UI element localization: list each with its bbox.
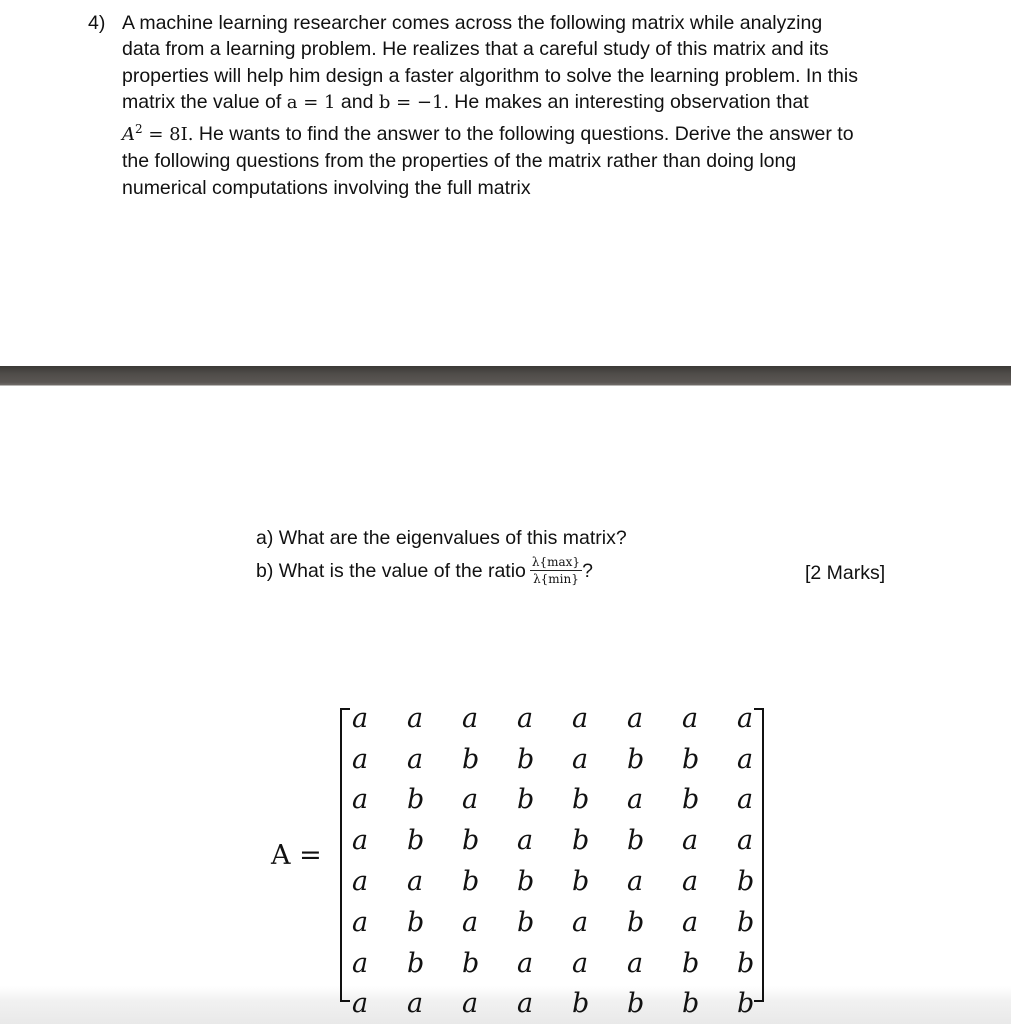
matrix-cell: b bbox=[407, 906, 425, 938]
matrix-cell: a bbox=[352, 702, 369, 734]
matrix-cell: b bbox=[627, 825, 645, 857]
matrix-cell: a bbox=[572, 947, 589, 979]
matrix-cell: b bbox=[462, 866, 480, 898]
fraction-denominator: λ{min} bbox=[533, 572, 579, 586]
matrix-cell: a bbox=[462, 784, 479, 816]
matrix-cell: b bbox=[462, 825, 480, 857]
matrix-cell: a bbox=[407, 702, 424, 734]
document-page-top bbox=[0, 0, 1011, 366]
b-value-equation: b = −1 bbox=[378, 91, 444, 113]
matrix-cell: b bbox=[517, 743, 535, 775]
question-line-observation: $A^2 = 8I$. He wants to find the answer to the following questions. Derive the answer to bbox=[122, 122, 854, 146]
question-line: numerical computations involving the full matrix bbox=[122, 176, 531, 199]
matrix-cell: a bbox=[682, 906, 699, 938]
matrix-cell: b bbox=[462, 743, 480, 775]
matrix-cell: a bbox=[517, 702, 534, 734]
sub-question-a: a) What are the eigenvalues of this matrix? bbox=[256, 527, 627, 549]
page-divider bbox=[0, 366, 1011, 386]
matrix-cell: b bbox=[682, 784, 700, 816]
sub-question-b: b) What is the value of the ratio $\frac{\lambda\{\max\}}{\lambda\{\min\}}$ ? bbox=[256, 555, 593, 586]
matrix-cell: a bbox=[407, 866, 424, 898]
matrix-cell: b bbox=[572, 825, 590, 857]
question-number: 4) bbox=[88, 12, 106, 34]
matrix-cell: a bbox=[572, 702, 589, 734]
matrix-cell: b bbox=[517, 906, 535, 938]
document-page-bottom bbox=[0, 386, 1011, 1024]
matrix-A bbox=[338, 702, 768, 1020]
matrix-cell: a bbox=[737, 825, 754, 857]
matrix-cell: a bbox=[682, 702, 699, 734]
matrix-cell: b bbox=[737, 866, 755, 898]
matrix-cell: a bbox=[352, 947, 369, 979]
matrix-cell: b bbox=[572, 988, 590, 1020]
matrix-cell: a bbox=[407, 743, 424, 775]
matrix-cell: b bbox=[407, 784, 425, 816]
matrix-cell: a bbox=[627, 784, 644, 816]
marks-label: [2 Marks] bbox=[805, 562, 886, 584]
matrix-cell: a bbox=[352, 906, 369, 938]
matrix-cell: a bbox=[627, 702, 644, 734]
matrix-cell: b bbox=[627, 906, 645, 938]
matrix-cell: a bbox=[517, 988, 534, 1020]
matrix-cell: a bbox=[462, 988, 479, 1020]
matrix-cell: a bbox=[462, 702, 479, 734]
matrix-cell: b bbox=[682, 743, 700, 775]
matrix-cell: a bbox=[627, 947, 644, 979]
matrix-cell: a bbox=[627, 866, 644, 898]
matrix-cell: b bbox=[572, 784, 590, 816]
question-line: A machine learning researcher comes across the following matrix while analyzing bbox=[122, 12, 823, 34]
matrix-cell: a bbox=[462, 906, 479, 938]
matrix-cell: a bbox=[682, 866, 699, 898]
matrix-cell: a bbox=[737, 743, 754, 775]
question-line: the following questions from the properties of the matrix rather than doing long bbox=[122, 150, 797, 173]
matrix-grid bbox=[348, 698, 788, 1024]
fraction-numerator: λ{max} bbox=[531, 555, 581, 569]
question-block bbox=[88, 10, 948, 201]
matrix-cell: a bbox=[682, 825, 699, 857]
matrix-cell: a bbox=[407, 988, 424, 1020]
matrix-cell: a bbox=[517, 825, 534, 857]
matrix-cell: b bbox=[517, 784, 535, 816]
matrix-cell: a bbox=[352, 743, 369, 775]
matrix-cell: a bbox=[352, 988, 369, 1020]
matrix-cell: b bbox=[627, 743, 645, 775]
matrix-cell: a bbox=[737, 784, 754, 816]
matrix-cell: b bbox=[462, 947, 480, 979]
matrix-cell: b bbox=[737, 947, 755, 979]
matrix-cell: a bbox=[352, 825, 369, 857]
matrix-cell: b bbox=[737, 988, 755, 1020]
eigenvalue-ratio-fraction bbox=[530, 556, 582, 586]
matrix-cell: a bbox=[352, 866, 369, 898]
matrix-cell: b bbox=[627, 988, 645, 1020]
matrix-cell: b bbox=[407, 947, 425, 979]
matrix-cell: a bbox=[737, 702, 754, 734]
matrix-cell: a bbox=[572, 906, 589, 938]
observation-equation: = 8I. bbox=[142, 124, 194, 146]
matrix-cell: b bbox=[737, 906, 755, 938]
matrix-symbol: A bbox=[122, 124, 135, 146]
a-value-equation: a = 1 bbox=[286, 91, 336, 113]
matrix-label: A = bbox=[271, 840, 322, 871]
question-line-values: matrix the value of a = 1 and b = −1. He makes an interesting observation that bbox=[122, 90, 809, 113]
question-text bbox=[122, 10, 948, 201]
matrix-cell: a bbox=[517, 947, 534, 979]
matrix-cell: a bbox=[352, 784, 369, 816]
matrix-cell: a bbox=[572, 743, 589, 775]
matrix-cell: b bbox=[682, 988, 700, 1020]
question-line: data from a learning problem. He realizes that a careful study of this matrix and its bbox=[122, 38, 829, 61]
matrix-cell: b bbox=[572, 866, 590, 898]
matrix-cell: b bbox=[407, 825, 425, 857]
matrix-cell: b bbox=[682, 947, 700, 979]
exponent: 2 bbox=[135, 122, 143, 137]
matrix-cell: b bbox=[517, 866, 535, 898]
question-line: properties will help him design a faster algorithm to solve the learning problem. In this bbox=[122, 64, 858, 87]
